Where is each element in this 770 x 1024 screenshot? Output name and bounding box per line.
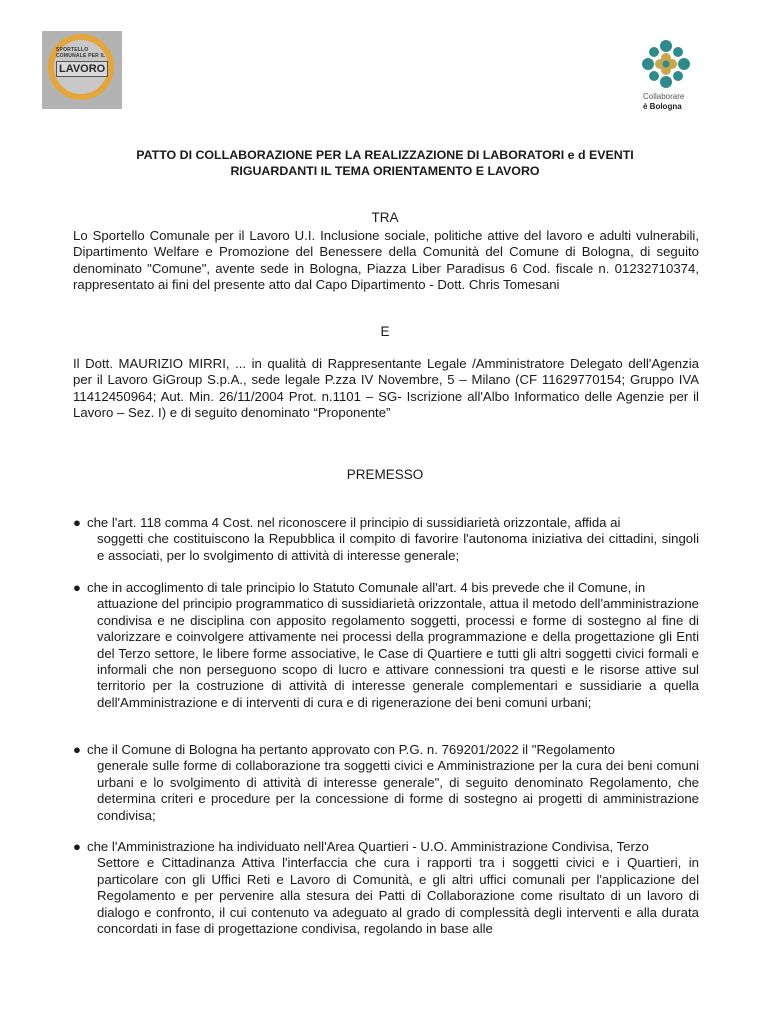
premise-continuation: soggetti che costituiscono la Repubblica il compito di favorire l'autonoma iniziativa dei cittadini, singoli e associati, per lo svolgimento di attività di interesse generale; [97,531,699,563]
collaborare-emblem-icon [636,38,696,90]
premise-list-item [73,742,699,824]
premise-first-line: che l'Amministrazione ha individuato nell'Area Quartieri - U.O. Amministrazione Condivisa, Terzo [87,839,649,854]
document-title [60,147,710,179]
title-line-2: RIGUARDANTI IL TEMA ORIENTAMENTO E LAVORO [230,164,540,178]
bullet-icon: ● [73,839,81,854]
sportello-lavoro-logo [42,31,122,109]
premise-list-item [73,515,699,564]
premise-continuation: attuazione del principio programmatico di sussidiarietà orizzontale, attua il metodo dell'amministrazione condivisa e ne disciplina con apposito regolamento soggetti, processi e forme di sostegno al fine di valorizzare e coinvolgere attivamente nei processi della programmazione e della progettazione gli Enti del Terzo settore, le libere forme associative, le Case di Quartiere e tutti gli altri soggetti civici formali e informali che non perseguono scopo di lucro e attivare connessioni tra questi e le risorse attive sul territorio per la costruzione di attività di interesse generale complementari e sussidiarie a quella dell'Amministrazione e di interventi di cura e di rigenerazione dei beni comuni urbani; [97,596,699,710]
premise-list-item [73,839,699,937]
logo-text [56,47,118,59]
premise-first-line: che l'art. 118 comma 4 Cost. nel riconoscere il principio di sussidiarietà orizzontale, affida ai [87,515,621,530]
title-line-1: PATTO DI COLLABORAZIONE PER LA REALIZZAZIONE DI LABORATORI e d EVENTI [136,148,634,162]
tra-heading: TRA [371,210,399,225]
logo-lavoro-word: LAVORO [56,61,108,77]
party-comune-paragraph: Lo Sportello Comunale per il Lavoro U.I. Inclusione sociale, politiche attive del lavoro e adulti vulnerabili, Dipartimento Welfare e Promozione del Benessere della Comunità del Comune di Bologna, di seguito denominato "Comune", avente sede in Bologna, Piazza Liber Paradisus 6 Cod. fiscale n. 01232710374, rappresentato ai fini del presente atto dal Capo Dipartimento - Dott. Chris Tomesani [73,228,699,293]
collaborare-bologna-logo [636,38,696,114]
premise-first-line: che in accoglimento di tale principio lo Statuto Comunale all'art. 4 bis prevede che il Comune, in [87,580,646,595]
logo-line-2: COMUNALE PER IL [56,53,106,59]
bullet-icon: ● [73,580,81,595]
premesso-heading: PREMESSO [346,467,424,482]
bullet-icon: ● [73,742,81,757]
premise-continuation: Settore e Cittadinanza Attiva l'interfaccia che cura i rapporti tra i soggetti civici e i Quartieri, in particolare con gli Uffici Reti e Lavoro di Comunità, e gli altri uffici comunali per l'applicazione del Regolamento e per pervenire alla stesura dei Patti di Collaborazione come risultato di un lavoro di dialogo e confronto, il cui contenuto va adeguato al grado di complessità degli interventi e alla durata concordati in fase di progettazione condivisa, regolando in base alle [97,855,699,937]
bullet-icon: ● [73,515,81,530]
party-proponente-paragraph: Il Dott. MAURIZIO MIRRI, ... in qualità di Rappresentante Legale /Amministratore Delegato dell'Agenzia per il Lavoro GiGroup S.p.A., sede legale P.zza IV Novembre, 5 – Milano (CF 11629770154; Gruppo IVA 11412450964; Aut. Min. 26/11/2004 Prot. n.1101 – SG- Iscrizione all'Albo Informatico delle Agenzie per il Lavoro – Sez. I) e di seguito denominato “Proponente” [73,356,699,421]
e-heading: E [380,324,390,339]
logo-collaborare-text: Collaborare [643,92,685,101]
premise-continuation: generale sulle forme di collaborazione tra soggetti civici e Amministrazione per la cura dei beni comuni urbani e lo svolgimento di attività di interesse generale", di seguito denominato Regolamento, che determina criteri e procedure per la concessione di forme di sostegno ai progetti di amministrazione condivisa; [97,758,699,823]
premise-first-line: che il Comune di Bologna ha pertanto approvato con P.G. n. 769201/2022 il "Regolamento [87,742,615,757]
logo-line-1: SPORTELLO [56,47,89,53]
logo-bologna-text: è Bologna [643,102,682,111]
premise-list-item [73,580,699,711]
